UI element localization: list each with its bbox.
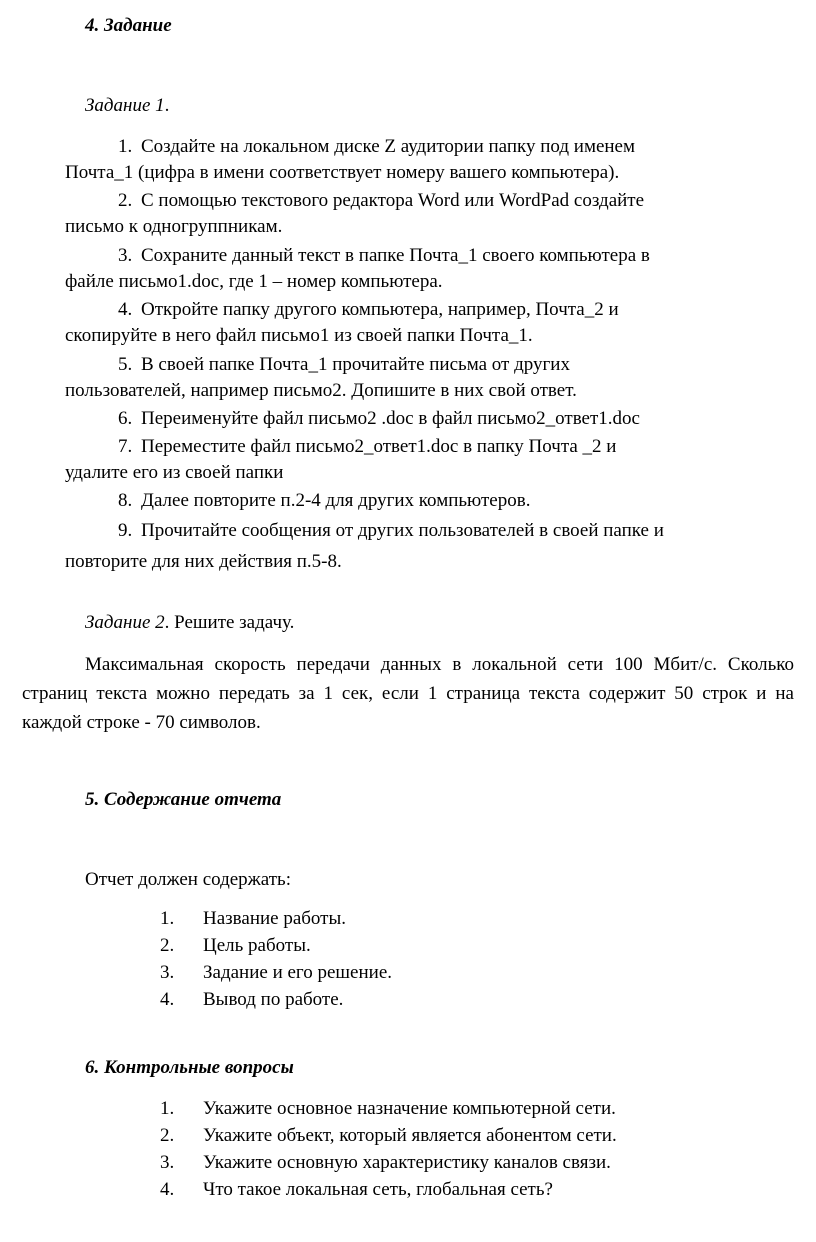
task1-item-continuation: Почта_1 (цифра в имени соответствует номеру вашего компьютера). — [65, 162, 620, 183]
task1-item-6 — [65, 406, 785, 432]
task1-item-number: 4. — [118, 299, 133, 320]
report-intro: Отчет должен содержать: — [85, 869, 291, 890]
list-item-text: Вывод по работе. — [203, 989, 344, 1010]
task1-title-suffix: . — [164, 95, 170, 116]
task1-item-2 — [65, 188, 785, 240]
section4-heading: 4. Задание — [85, 15, 172, 36]
task1-item-number: 5. — [118, 354, 133, 375]
task1-item-first-line: Создайте на локальном диске Z аудитории папку под именем — [141, 136, 636, 157]
task1-item-continuation: повторите для них действия п.5-8. — [65, 551, 342, 572]
list-item — [160, 906, 392, 933]
task1-item-7 — [65, 434, 785, 486]
section5-heading: 5. Содержание отчета — [85, 789, 282, 810]
task1-item-continuation: удалите его из своей папки — [65, 462, 284, 483]
task1-item-continuation: пользователей, например письмо2. Допишите в них свой ответ. — [65, 380, 577, 401]
list-item-number: 1. — [160, 908, 175, 929]
list-item — [160, 1123, 617, 1150]
task1-item-9 — [65, 515, 785, 577]
task1-item-first-line: В своей папке Почта_1 прочитайте письма от других — [141, 354, 570, 375]
task1-item-3 — [65, 243, 785, 295]
task1-title-text: Задание 1 — [85, 95, 165, 116]
report-contents-list — [160, 906, 392, 1014]
task1-item-number: 7. — [118, 436, 133, 457]
task1-item-first-line: С помощью текстового редактора Word или WordPad создайте — [141, 190, 645, 211]
task1-item-first-line: Сохраните данный текст в папке Почта_1 своего компьютера в — [141, 245, 650, 266]
list-item-number: 1. — [160, 1098, 175, 1119]
task1-item-8 — [65, 488, 785, 514]
list-item-number: 2. — [160, 1125, 175, 1146]
list-item-number: 3. — [160, 1152, 175, 1173]
task2-problem-text: Максимальная скорость передачи данных в локальной сети 100 Мбит/с. Сколько страниц текста можно передать за 1 сек, если 1 страница текста содержит 50 строк и на каждой строке - 70 символов. — [22, 654, 794, 733]
task2-title-suffix: . Решите задачу. — [164, 612, 295, 633]
list-item-text: Что такое локальная сеть, глобальная сеть? — [203, 1179, 553, 1200]
task1-item-number: 9. — [118, 520, 133, 541]
task1-item-continuation: файле письмо1.doc, где 1 – номер компьютера. — [65, 271, 443, 292]
task1-item-1 — [65, 134, 785, 186]
task2-title-text: Задание 2 — [85, 612, 165, 633]
list-item-number: 2. — [160, 935, 175, 956]
list-item — [160, 933, 392, 960]
control-questions-list — [160, 1096, 617, 1204]
task1-item-first-line: Переименуйте файл письмо2 .doc в файл письмо2_ответ1.doc — [141, 408, 640, 429]
task1-item-number: 2. — [118, 190, 133, 211]
task1-item-first-line: Прочитайте сообщения от других пользователей в своей папке и — [141, 520, 664, 541]
list-item — [160, 960, 392, 987]
list-item-text: Укажите основную характеристику каналов связи. — [203, 1152, 611, 1173]
list-item-text: Укажите основное назначение компьютерной сети. — [203, 1098, 616, 1119]
list-item-number: 4. — [160, 989, 175, 1010]
task1-item-number: 1. — [118, 136, 133, 157]
list-item — [160, 1096, 617, 1123]
task1-item-5 — [65, 352, 785, 404]
list-item — [160, 987, 392, 1014]
task1-item-4 — [65, 297, 785, 349]
task1-item-number: 8. — [118, 490, 133, 511]
task1-item-first-line: Далее повторите п.2-4 для других компьютеров. — [141, 490, 531, 511]
section6-heading: 6. Контрольные вопросы — [85, 1057, 294, 1078]
task1-title — [85, 93, 169, 119]
task2-title — [85, 610, 294, 636]
task1-item-first-line: Откройте папку другого компьютера, например, Почта_2 и — [141, 299, 619, 320]
list-item-number: 3. — [160, 962, 175, 983]
list-item-text: Укажите объект, который является абонентом сети. — [203, 1125, 617, 1146]
list-item-text: Цель работы. — [203, 935, 311, 956]
list-item-text: Название работы. — [203, 908, 347, 929]
task1-item-first-line: Переместите файл письмо2_ответ1.doc в папку Почта _2 и — [141, 436, 617, 457]
list-item-number: 4. — [160, 1179, 175, 1200]
task1-item-continuation: скопируйте в него файл письмо1 из своей папки Почта_1. — [65, 325, 533, 346]
task1-item-number: 6. — [118, 408, 133, 429]
list-item — [160, 1177, 617, 1204]
task1-item-continuation: письмо к одногруппникам. — [65, 216, 283, 237]
list-item — [160, 1150, 617, 1177]
list-item-text: Задание и его решение. — [203, 962, 393, 983]
task1-item-number: 3. — [118, 245, 133, 266]
